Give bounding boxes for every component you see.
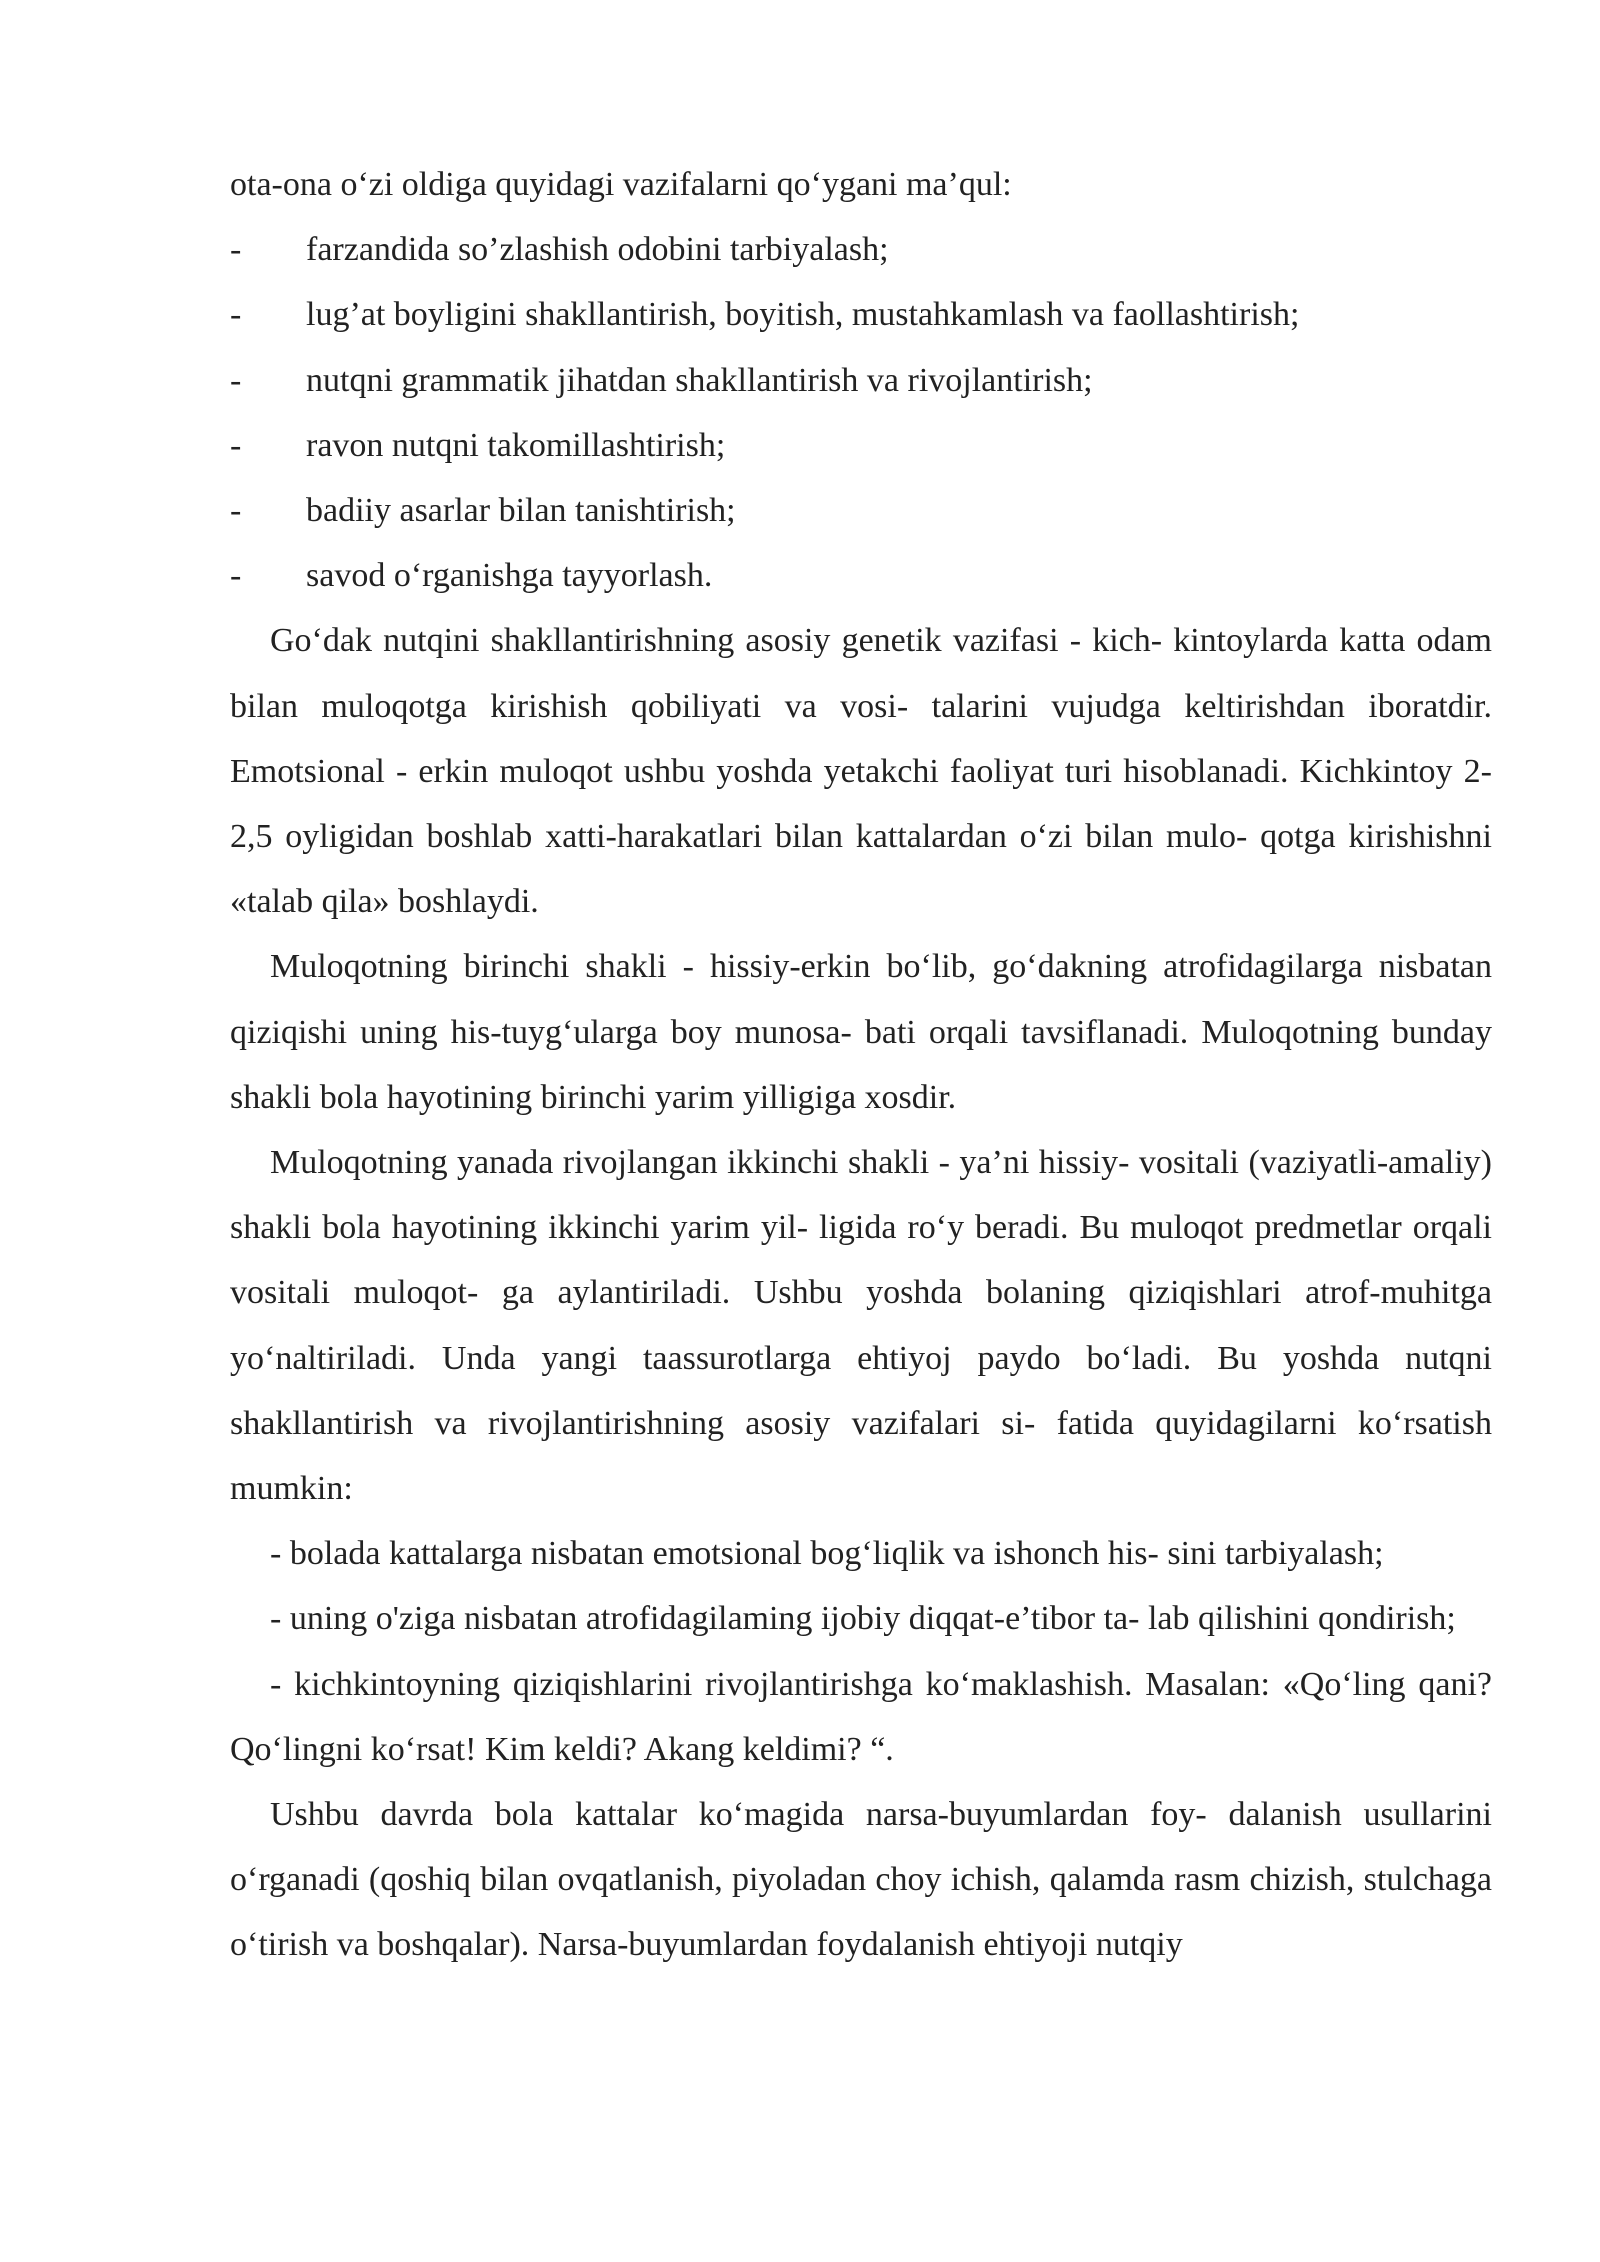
list-item	[230, 217, 1492, 282]
bullet-dash: -	[230, 557, 242, 595]
bullet-dash: -	[230, 492, 242, 530]
list-item-text: lug’at boyligini shakllantirish, boyitish, mustahkamlash va faollashtirish;	[306, 296, 1300, 334]
bullet-dash: -	[230, 296, 242, 334]
paragraph: Go‘dak nutqini shakllantirishning asosiy genetik vazifasi - kich- kintoylarda katta odam bilan muloqotga kirishish qobiliyati va vosi- talarini vujudga keltirishdan iboratdir. Emotsional - erkin muloqot ushbu yoshda yetakchi faoliyat turi hisoblanadi. Kichkintoy 2-2,5 oyligidan boshlab xatti-harakatlari bilan kattalardan o‘zi bilan mulo- qotga kirishishni «talab qila» boshlaydi.	[230, 622, 1492, 921]
paragraph: Muloqotning yanada rivojlangan ikkinchi shakli - ya’ni hissiy- vositali (vaziyatli-amaliy) shakli bola hayotining ikkinchi yarim yil- ligida ro‘y beradi. Bu muloqot predmetlar orqali vositali muloqot- ga aylantiriladi. Ushbu yoshda bolaning qiziqishlari atrof-muhitga yo‘naltiriladi. Unda yangi taassurotlarga ehtiyoj paydo bo‘ladi. Bu yoshda nutqni shakllantirish va rivojlantirishning asosiy vazifalari si- fatida quyidagilarni ko‘rsatish mumkin:	[230, 1144, 1492, 1508]
paragraph: Ushbu davrda bola kattalar ko‘magida narsa-buyumlardan foy- dalanish usullarini o‘rganadi (qoshiq bilan ovqatlanish, piyoladan choy ichish, qalamda rasm chizish, stulchaga o‘tirish va boshqalar). Narsa-buyumlardan foydalanish ehtiyoji nutqiy	[230, 1796, 1492, 1964]
paragraph: Muloqotning birinchi shakli - hissiy-erkin bo‘lib, go‘dakning atrofidagilarga nisbatan qiziqishi uning his-tuyg‘ularga boy munosa- bati orqali tavsiflanadi. Muloqotning bunday shakli bola hayotining birinchi yarim yilligiga xosdir.	[230, 948, 1492, 1116]
list-item-text: farzandida so’zlashish odobini tarbiyalash;	[306, 231, 889, 269]
list-item	[230, 543, 1492, 608]
list-item-text: nutqni grammatik jihatdan shakllantirish va rivojlantirish;	[306, 361, 1093, 399]
paragraph: - kichkintoyning qiziqishlarini rivojlantirishga ko‘maklashish. Masalan: «Qo‘ling qani? Qo‘lingni ko‘rsat! Kim keldi? Akang keldimi? “.	[230, 1665, 1492, 1768]
paragraph: - uning o'ziga nisbatan atrofidagilaming ijobiy diqqat-e’tibor ta- lab qilishini qondirish;	[270, 1600, 1456, 1638]
bullet-dash: -	[230, 426, 242, 464]
list-item-text: badiiy asarlar bilan tanishtirish;	[306, 492, 736, 530]
list-item-text: savod o‘rganishga tayyorlash.	[306, 557, 713, 595]
intro-line: ota-ona o‘zi oldiga quyidagi vazifalarni qo‘ygani ma’qul:	[230, 166, 1012, 203]
bullet-dash: -	[230, 231, 242, 269]
list-item-text: ravon nutqni takomillashtirish;	[306, 426, 726, 464]
document-body	[230, 152, 1492, 1978]
list-item	[230, 348, 1492, 413]
bullet-dash: -	[230, 361, 242, 399]
list-item	[230, 478, 1492, 543]
list-item	[230, 282, 1492, 347]
list-item	[230, 413, 1492, 478]
paragraph: - bolada kattalarga nisbatan emotsional bog‘liqlik va ishonch his- sini tarbiyalash;	[270, 1535, 1384, 1573]
